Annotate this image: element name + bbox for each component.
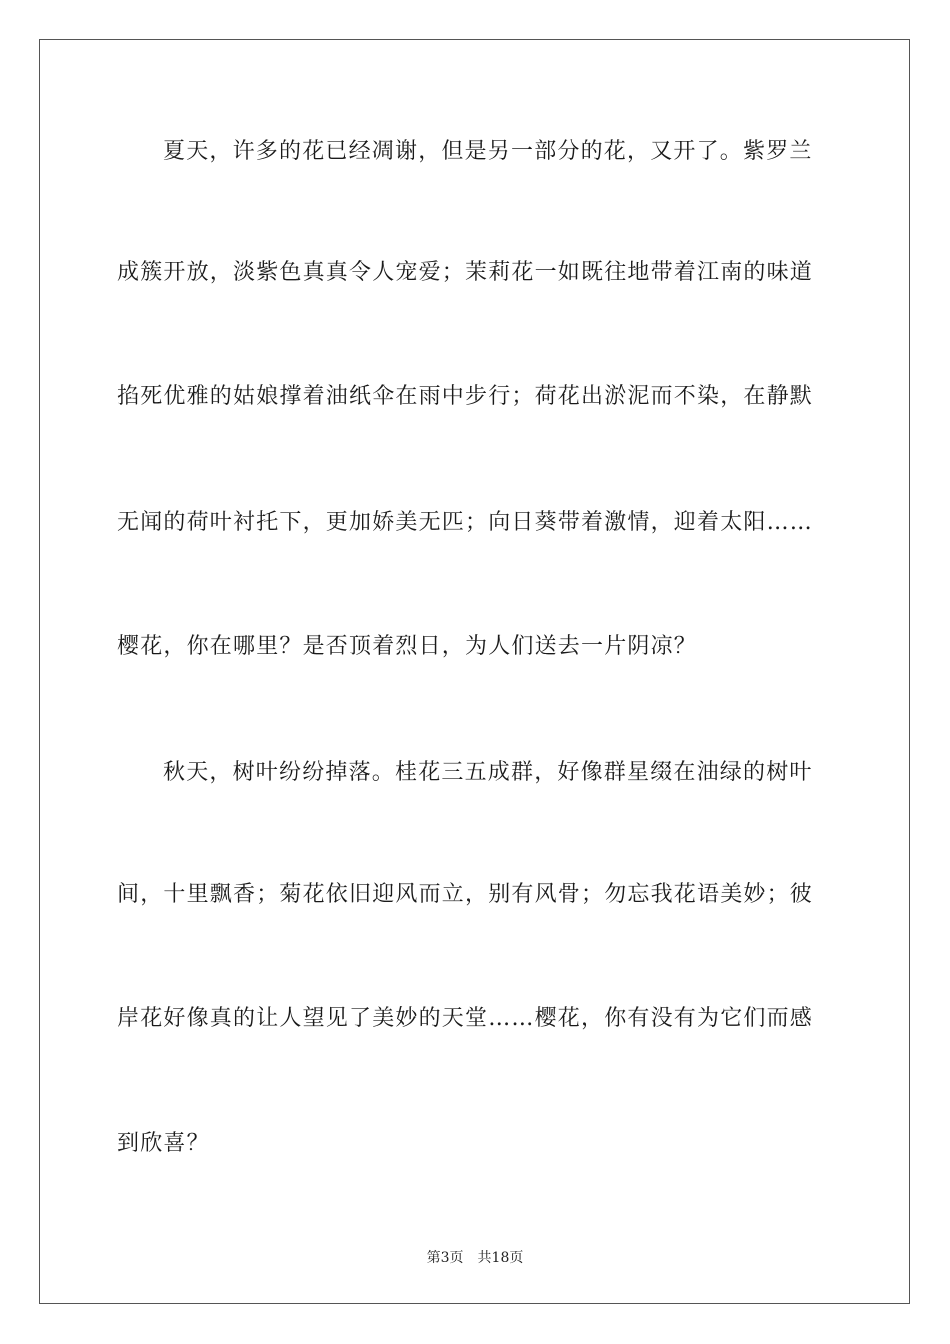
paragraph-line: 樱花，你在哪里？是否顶着烈日，为人们送去一片阴凉？ (117, 634, 698, 659)
paragraph-line: 掐死优雅的姑娘撑着油纸伞在雨中步行；荷花出淤泥而不染，在静默 (117, 384, 814, 409)
page-footer (0, 1248, 950, 1268)
paragraph-line: 岸花好像真的让人望见了美妙的天堂……樱花，你有没有为它们而感 (117, 1006, 814, 1031)
paragraph-line: 间，十里飘香；菊花依旧迎风而立，别有风骨；勿忘我花语美妙；彼 (117, 882, 814, 907)
paragraph-line: 到欣喜？ (117, 1131, 210, 1156)
page-total: 共18页 (477, 1250, 524, 1266)
paragraph-line: 成簇开放，淡紫色真真令人宠爱；茉莉花一如既往地带着江南的味道 (117, 260, 814, 285)
paragraph-line: 夏天，许多的花已经凋谢，但是另一部分的花，又开了。紫罗兰 (163, 139, 813, 164)
paragraph-line: 无闻的荷叶衬托下，更加娇美无匹；向日葵带着激情，迎着太阳…… (117, 510, 814, 535)
page-number: 第3页 (426, 1250, 464, 1266)
paragraph-line: 秋天，树叶纷纷掉落。桂花三五成群，好像群星缀在油绿的树叶 (163, 760, 813, 785)
page-border (39, 39, 910, 1304)
